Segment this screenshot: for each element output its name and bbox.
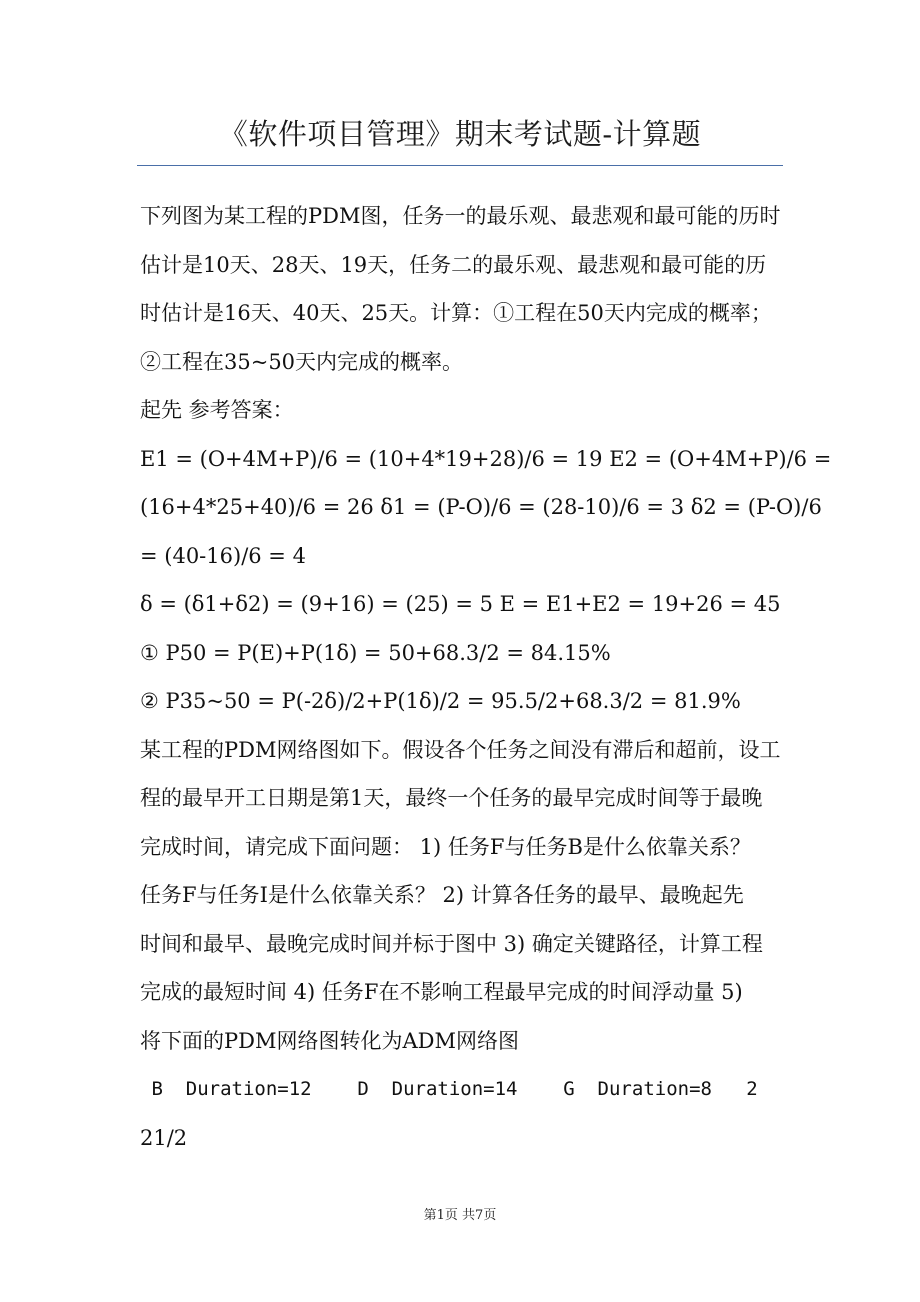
formula-line-5: ① P50 = P(E)+P(1δ) = 50+68.3/2 = 84.15%	[140, 640, 611, 665]
text-line-16: 时间和最早、最晚完成时间并标于图中 3) 确定关键路径，计算工程	[140, 931, 763, 956]
text-line-17: 完成的最短时间 4) 任务F在不影响工程最早完成的时间浮动量 5)	[140, 980, 743, 1004]
formula-line-4: δ = (δ1+δ2) = (9+16) = (25) = 5 E = E1+E2 = 19+26 = 45	[140, 592, 781, 616]
formula-line-2: (16+4*25+40)/6 = 26 δ1 = (P-O)/6 = (28-10)/6 = 3 δ2 = (P-O)/6	[140, 495, 822, 519]
formula-line-6: ② P35~50 = P(-2δ)/2+P(1δ)/2 = 95.5/2+68.3/2 = 81.9%	[140, 689, 741, 713]
formula-line-1: E1 = (O+4M+P)/6 = (10+4*19+28)/6 = 19 E2 = (O+4M+P)/6 =	[140, 446, 832, 471]
answer-heading: 起先 参考答案：	[140, 398, 294, 422]
text-line-18: 将下面的PDM网络图转化为ADM网络图	[140, 1028, 519, 1053]
text-line-13: 程的最早开工日期是第1天，最终一个任务的最早完成时间等于最晚	[140, 786, 763, 810]
page-number: 第1页 共7页	[423, 1208, 497, 1223]
page-title: 《软件项目管理》期末考试题-计算题	[218, 117, 702, 151]
text-line-15: 任务F与任务I是什么依靠关系？ 2) 计算各任务的最早、最晚起先	[140, 883, 744, 907]
title-divider	[137, 165, 783, 166]
text-line-12: 某工程的PDM网络图如下。假设各个任务之间没有滞后和超前，设工	[140, 737, 781, 762]
diagram-labels-line: B Duration=12 D Duration=14 G Duration=8 2	[140, 1078, 758, 1100]
text-line-4: ②工程在35~50天内完成的概率。	[140, 349, 464, 374]
diagram-value-line: 21/2	[140, 1125, 188, 1150]
formula-line-3: = (40-16)/6 = 4	[140, 543, 306, 568]
text-line-14: 完成时间，请完成下面问题： 1) 任务F与任务B是什么依靠关系？	[140, 834, 751, 859]
text-line-1: 下列图为某工程的PDM图，任务一的最乐观、最悲观和最可能的历时	[140, 204, 781, 228]
document-body	[140, 192, 832, 1162]
text-line-3: 时估计是16天、40天、25天。计算：①工程在50天内完成的概率；	[140, 301, 772, 325]
text-line-2: 估计是10天、28天、19天，任务二的最乐观、最悲观和最可能的历	[140, 252, 767, 277]
